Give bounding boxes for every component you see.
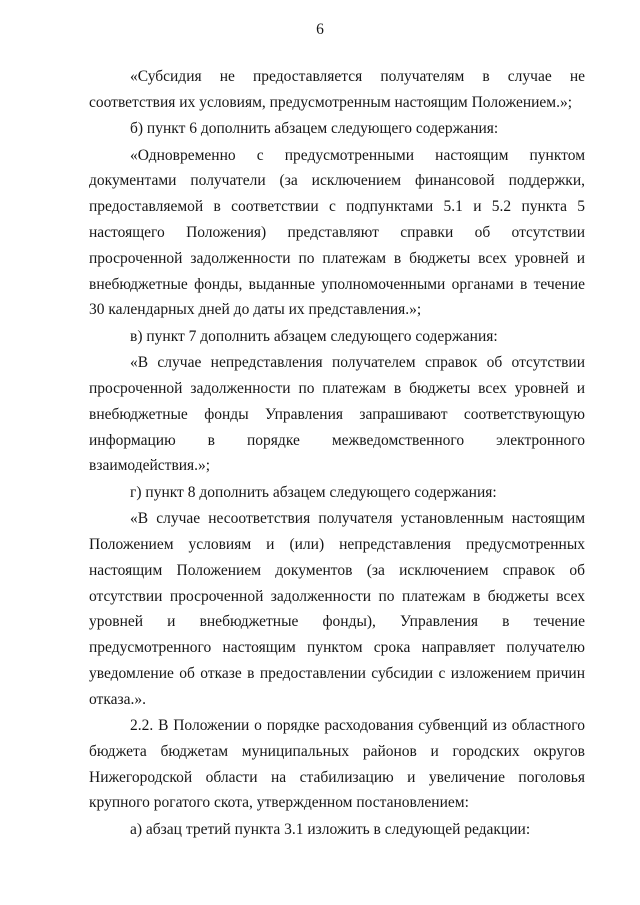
paragraph-non-compliance: «В случае несоответствия получателя установленным настоящим Положением условиям и (или) непредставления предусмотренных настоящим Положением документов (за исключением справок об отсутствии просроченной задолженности по платежам в бюджеты всех уровней и внебюджетные фонды), Управления в течение предусмотренного настоящим пунктом срока направляет получателю уведомление об отказе в предоставлении субсидии с изложением причин отказа.». [89, 510, 585, 708]
paragraph-simultaneously: «Одновременно с предусмотренными настоящим пунктом документами получатели (за исключением финансовой поддержки, предоставляемой в соответствии с подпунктами 5.1 и 5.2 пункта 5 настоящего Положения) представляют справки об отсутствии просроченной задолженности по платежам в бюджеты всех уровней и внебюджетные фонды, выданные уполномоченными органами в течение 30 календарных дней до даты их представления.»; [89, 146, 585, 319]
paragraph-item-v: в) пункт 7 дополнить абзацем следующего содержания: [130, 327, 498, 345]
page-number: 6 [316, 21, 324, 38]
paragraph-non-submission: «В случае непредставления получателем справок об отсутствии просроченной задолженности по платежам в бюджеты всех уровней и внебюджетные фонды Управления запрашивают соответствующую информацию в порядке межведомственного электронного взаимодействия.»; [89, 354, 585, 475]
paragraph-item-b: б) пункт 6 дополнить абзацем следующего содержания: [130, 120, 499, 138]
paragraph-item-g: г) пункт 8 дополнить абзацем следующего содержания: [130, 483, 497, 501]
paragraph-section-2-2: 2.2. В Положении о порядке расходования субвенций из областного бюджета бюджетам муниципальных районов и городских округов Нижегородской области на стабилизацию и увеличение поголовья крупного рогатого скота, утвержденном постановлением: [89, 717, 585, 812]
paragraph-subsidy-not-provided: «Субсидия не предоставляется получателям в случае не соответствия их условиям, предусмотренным настоящим Положением.»; [89, 68, 585, 111]
paragraph-item-a: а) абзац третий пункта 3.1 изложить в следующей редакции: [130, 820, 531, 838]
document-body [89, 64, 585, 843]
